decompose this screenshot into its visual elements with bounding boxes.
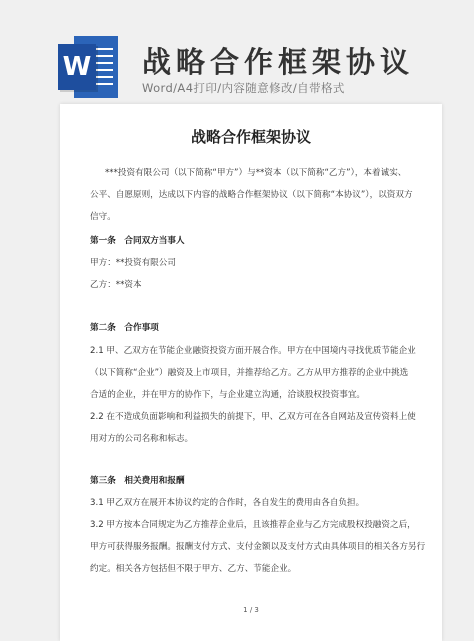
document-title: 战略合作框架协议 [190,128,311,146]
party-b: 乙方：**资本 [90,280,142,290]
intro-line-1: ***投资有限公司（以下简称“甲方”）与**资本（以下简称“乙方”），本着诚实、 [105,168,407,178]
header-subtitle: Word/A4打印/内容随意修改/自带格式 [142,81,345,95]
word-logo-icon [58,36,118,98]
clause-2-2-line-2: 用对方的公司名称和标志。 [90,434,194,444]
page-number: 1 / 3 [243,606,259,614]
clause-3-1-line-1: 3.1 甲乙双方在展开本协议约定的合作时，各自发生的费用由各自负担。 [90,498,365,508]
word-logo-letter: W [58,44,96,90]
article-3-heading: 第三条 相关费用和报酬 [90,476,185,486]
clause-2-1-line-1: 2.1 甲、乙双方在节能企业融资投资方面开展合作。甲方在中国境内寻找优质节能企业 [90,346,416,356]
clause-3-2-line-1: 3.2 甲方按本合同规定为乙方推荐企业后，且该推荐企业与乙方完成股权投融资之后， [90,520,416,530]
document-page [60,104,442,641]
party-a: 甲方：**投资有限公司 [90,258,176,268]
intro-line-3: 信守。 [90,212,116,222]
clause-2-1-line-3: 合适的企业，并在甲方的协作下，与企业建立沟通，洽谈股权投资事宜。 [90,390,366,400]
article-1-heading: 第一条 合同双方当事人 [90,236,185,246]
clause-3-2-line-3: 约定。相关各方包括但不限于甲方、乙方、节能企业。 [90,564,297,574]
article-2-heading: 第二条 合作事项 [90,323,159,333]
intro-line-2: 公平、自愿原则，达成以下内容的战略合作框架协议（以下简称“本协议”），以资双方 [90,190,413,200]
template-header [0,0,474,104]
clause-2-1-line-2: （以下简称“企业”）融资及上市项目，并推荐给乙方。乙方从甲方推荐的企业中挑选 [90,368,409,378]
header-title: 战略合作框架协议 [142,45,415,79]
clause-3-2-line-2: 甲方可获得服务报酬。报酬支付方式、支付金额以及支付方式由具体项目的相关各方另行 [90,542,426,552]
clause-2-2-line-1: 2.2 在不造成负面影响和利益损失的前提下，甲、乙双方可在各自网站及宣传资料上使 [90,412,416,422]
